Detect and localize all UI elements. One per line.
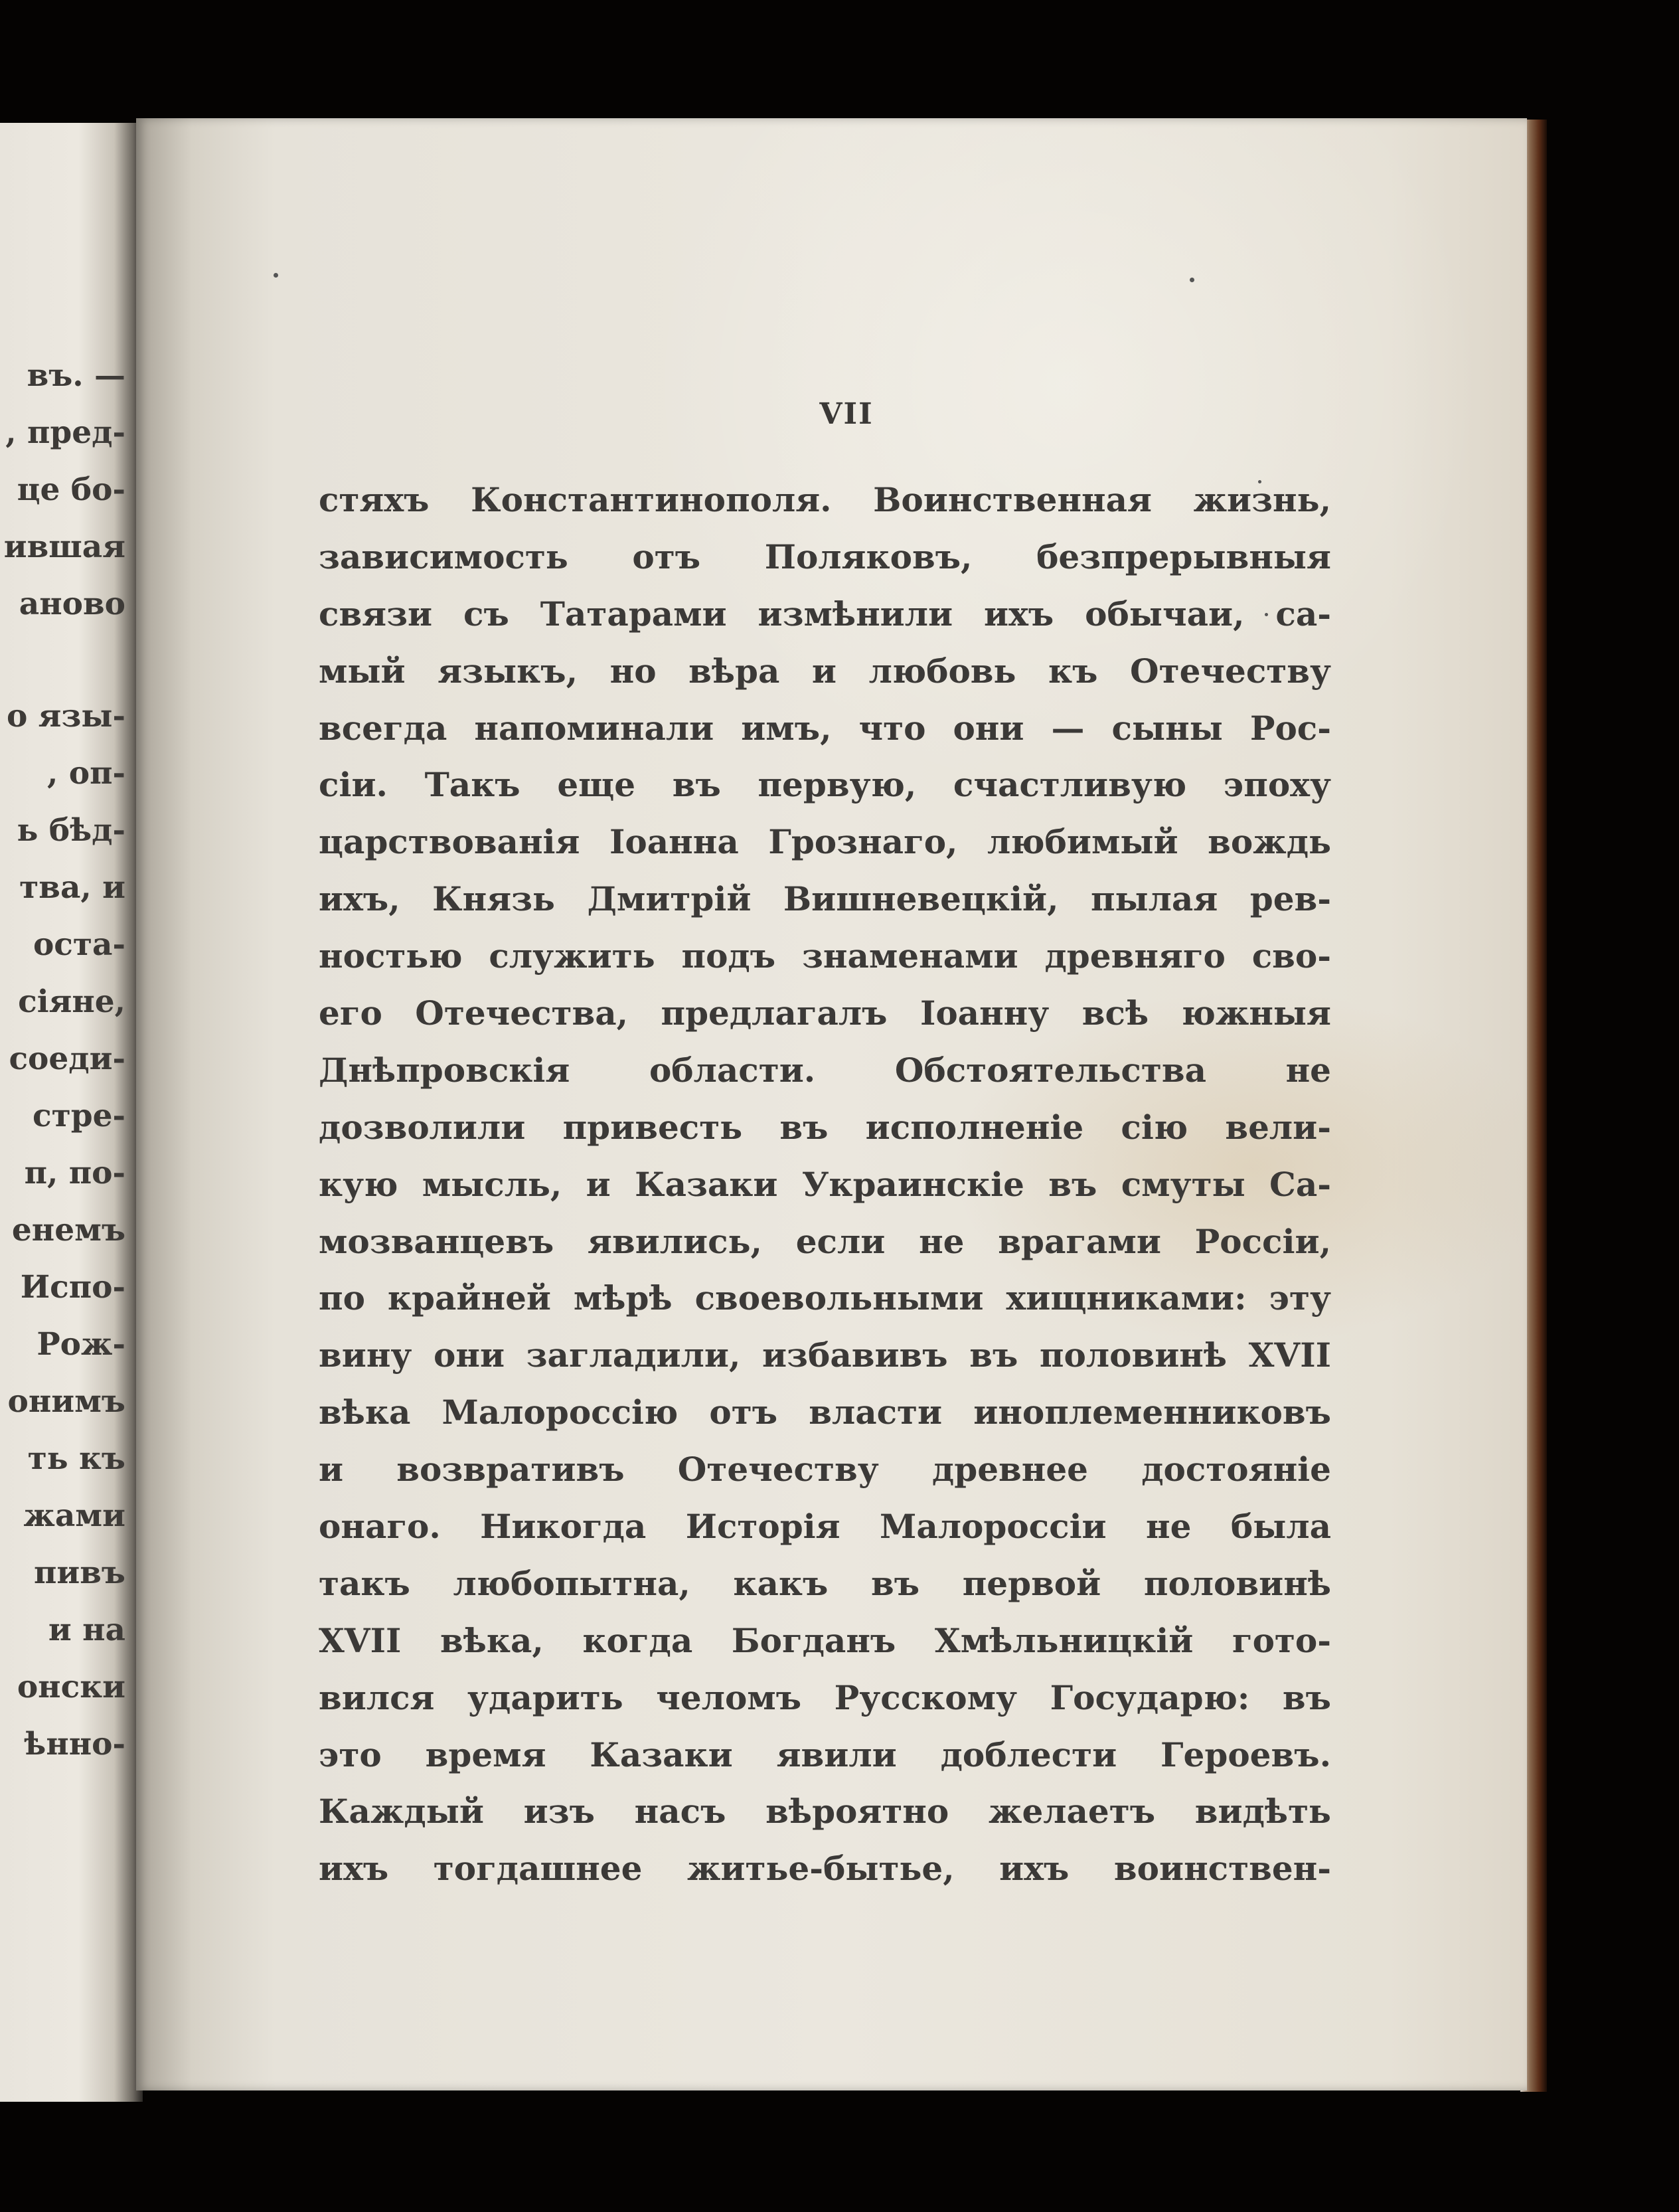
- paper-speck: [1190, 278, 1194, 282]
- left-page-line: , оп-: [47, 755, 125, 792]
- text-line: такъ любопытна, какъ въ первой половинѣ: [319, 1563, 1331, 1603]
- text-line: стяхъ Константинополя. Воинственная жизнь,: [319, 480, 1331, 519]
- text-line: вину они загладили, избавивъ въ половинѣ XVII: [319, 1335, 1331, 1375]
- text-line: и возвративъ Отечеству древнее достояніе: [319, 1450, 1331, 1489]
- left-page-line: аново: [19, 586, 125, 622]
- text-line: сіи. Такъ еще въ первую, счастливую эпоху: [319, 765, 1331, 805]
- text-line: царствованія Іоанна Грознаго, любимый вождь: [319, 822, 1331, 862]
- left-page-line: и на: [48, 1612, 125, 1648]
- left-page-line: сіяне,: [18, 983, 125, 1020]
- left-page-line: жами: [23, 1497, 125, 1534]
- left-page-line: соеди-: [9, 1041, 125, 1077]
- text-line: ихъ тогдашнее житье-бытье, ихъ воинствен-: [319, 1849, 1331, 1889]
- text-line: ихъ, Князь Дмитрій Вишневецкій, пылая рев-: [319, 879, 1331, 919]
- left-page-line: оста-: [33, 926, 125, 963]
- book-page: [136, 118, 1527, 2090]
- text-line: онаго. Никогда Исторія Малороссіи не была: [319, 1507, 1331, 1547]
- text-line: мый языкъ, но вѣра и любовь къ Отечеству: [319, 651, 1331, 691]
- text-line: вился ударить челомъ Русскому Государю: въ: [319, 1677, 1331, 1717]
- text-line: XVII вѣка, когда Богданъ Хмѣльницкій гото-: [319, 1620, 1331, 1660]
- text-line: по крайней мѣрѣ своевольными хищниками: эту: [319, 1278, 1331, 1318]
- text-line: связи съ Татарами измѣнили ихъ обычаи, са-: [319, 594, 1331, 634]
- text-line: вѣка Малороссію отъ власти иноплеменниковъ: [319, 1393, 1331, 1432]
- text-line: мозванцевъ явились, если не врагами Россіи,: [319, 1221, 1331, 1261]
- left-page-line: пивъ: [34, 1555, 125, 1591]
- text-line: Каждый изъ насъ вѣроятно желаетъ видѣть: [319, 1792, 1331, 1831]
- left-page-line: онимъ: [7, 1383, 125, 1420]
- left-page-line: о язы-: [6, 698, 125, 734]
- text-line: зависимость отъ Поляковъ, безпрерывныя: [319, 537, 1331, 576]
- text-line: его Отечества, предлагалъ Іоанну всѣ южныя: [319, 993, 1331, 1033]
- left-page-line: ь бѣд-: [17, 812, 125, 849]
- left-page-line: Испо-: [20, 1269, 125, 1306]
- text-line: это время Казаки явили доблести Героевъ.: [319, 1735, 1331, 1774]
- left-page-line: въ. —: [27, 357, 125, 394]
- left-page-line: ть къ: [27, 1440, 125, 1477]
- left-page-line: тва, и: [19, 869, 125, 906]
- left-page-line: Рож-: [37, 1326, 125, 1363]
- left-page-line: , пред-: [5, 414, 125, 451]
- text-line: ностью служить подъ знаменами древняго сво-: [319, 936, 1331, 976]
- left-page-line: п, по-: [24, 1155, 125, 1191]
- left-page-line: ившая: [3, 529, 125, 565]
- text-line: всегда напоминали имъ, что они — сыны Рос-: [319, 708, 1331, 748]
- left-page-line: енемъ: [11, 1212, 125, 1248]
- left-page-fragment: [0, 123, 143, 2102]
- text-line: дозволили привесть въ исполненіе сію вели-: [319, 1107, 1331, 1147]
- page-body: [319, 471, 1331, 1897]
- left-page-line: онски: [17, 1669, 125, 1705]
- left-page-line: це бо-: [17, 471, 125, 508]
- left-page-line: ѣнно-: [24, 1726, 125, 1762]
- page-number: VII: [819, 397, 874, 431]
- left-page-line: стре-: [32, 1098, 125, 1134]
- paper-speck: [274, 273, 278, 278]
- text-line: Днѣпровскія области. Обстоятельства не: [319, 1050, 1331, 1090]
- text-line: кую мысль, и Казаки Украинскіе въ смуты Са-: [319, 1164, 1331, 1204]
